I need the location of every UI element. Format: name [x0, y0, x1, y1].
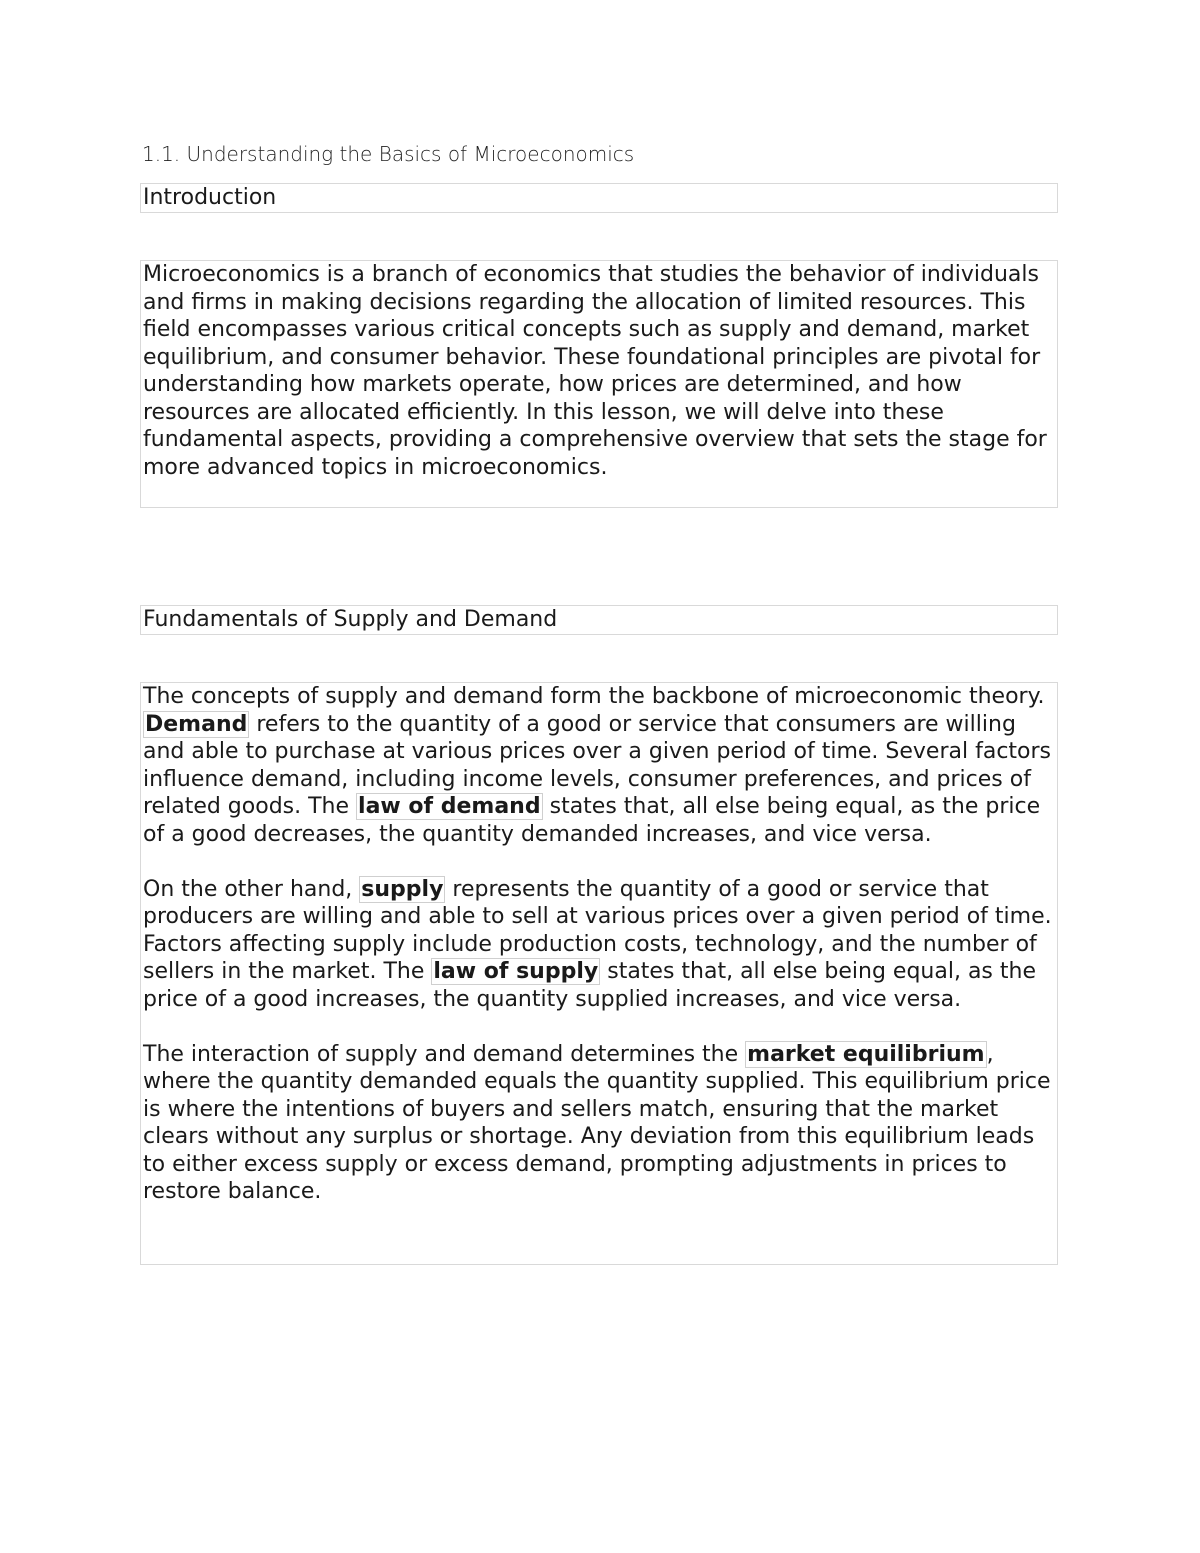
text-run: The interaction of supply and demand determines the: [143, 1041, 746, 1067]
key-term-market-equilibrium: market equilibrium: [747, 1041, 985, 1067]
section-heading-supply-demand: Fundamentals of Supply and Demand: [140, 605, 1058, 635]
text-run: states that, all else being equal, as the price of a good increases, the quantity supplied increases, and vice versa.: [143, 959, 1036, 1012]
text-run: The concepts of supply and demand form the backbone of microeconomic theory.: [143, 684, 1045, 709]
paragraph: Microeconomics is a branch of economics that studies the behavior of individuals and firms in making decisions regarding the allocation of limited resources. This field encompasses various critical concepts such as supply and demand, market equilibrium, and consumer behavior. These foundational principles are pivotal for understanding how markets operate, how prices are determined, and how resources are allocated efficiently. In this lesson, we will delve into these fundamental aspects, providing a comprehensive overview that sets the stage for more advanced topics in microeconomics.: [143, 262, 1047, 480]
text-run: , where the quantity demanded equals the quantity supplied. This equilibrium price is where the intentions of buyers and sellers match, ensuring that the market clears without any surplus or shortage. Any deviation from this equilibrium leads to either excess supply or excess demand, prompting adjustments in prices to restore balance.: [143, 1041, 1051, 1204]
paragraph-supply: [143, 876, 1057, 1014]
page-title: 1.1. Understanding the Basics of Microeconomics: [142, 142, 635, 166]
supply-demand-body: [140, 682, 1058, 1265]
paragraph-equilibrium: [143, 1041, 1057, 1206]
key-term-demand: Demand: [145, 711, 248, 737]
key-term-law-of-supply: law of supply: [433, 959, 599, 984]
text-run: On the other hand,: [143, 876, 360, 902]
text-run: states that, all else being equal, as the price of a good decreases, the quantity demanded increases, and vice versa.: [143, 794, 1041, 847]
key-term-supply: supply: [361, 876, 444, 902]
key-term-law-of-demand: law of demand: [358, 794, 541, 819]
introduction-body: [140, 260, 1058, 508]
text-run: represents the quantity of a good or service that producers are willing and able to sell at various prices over a given period of time. Factors affecting supply include production costs, technology, and the number of sellers in the market. The: [143, 876, 1052, 984]
paragraph-demand: [143, 683, 1057, 848]
section-heading-introduction: Introduction: [140, 183, 1058, 213]
text-run: refers to the quantity of a good or service that consumers are willing and able to purchase at various prices over a given period of time. Several factors influence demand, including income levels, consumer preferences, and prices of related goods. The: [143, 711, 1052, 819]
